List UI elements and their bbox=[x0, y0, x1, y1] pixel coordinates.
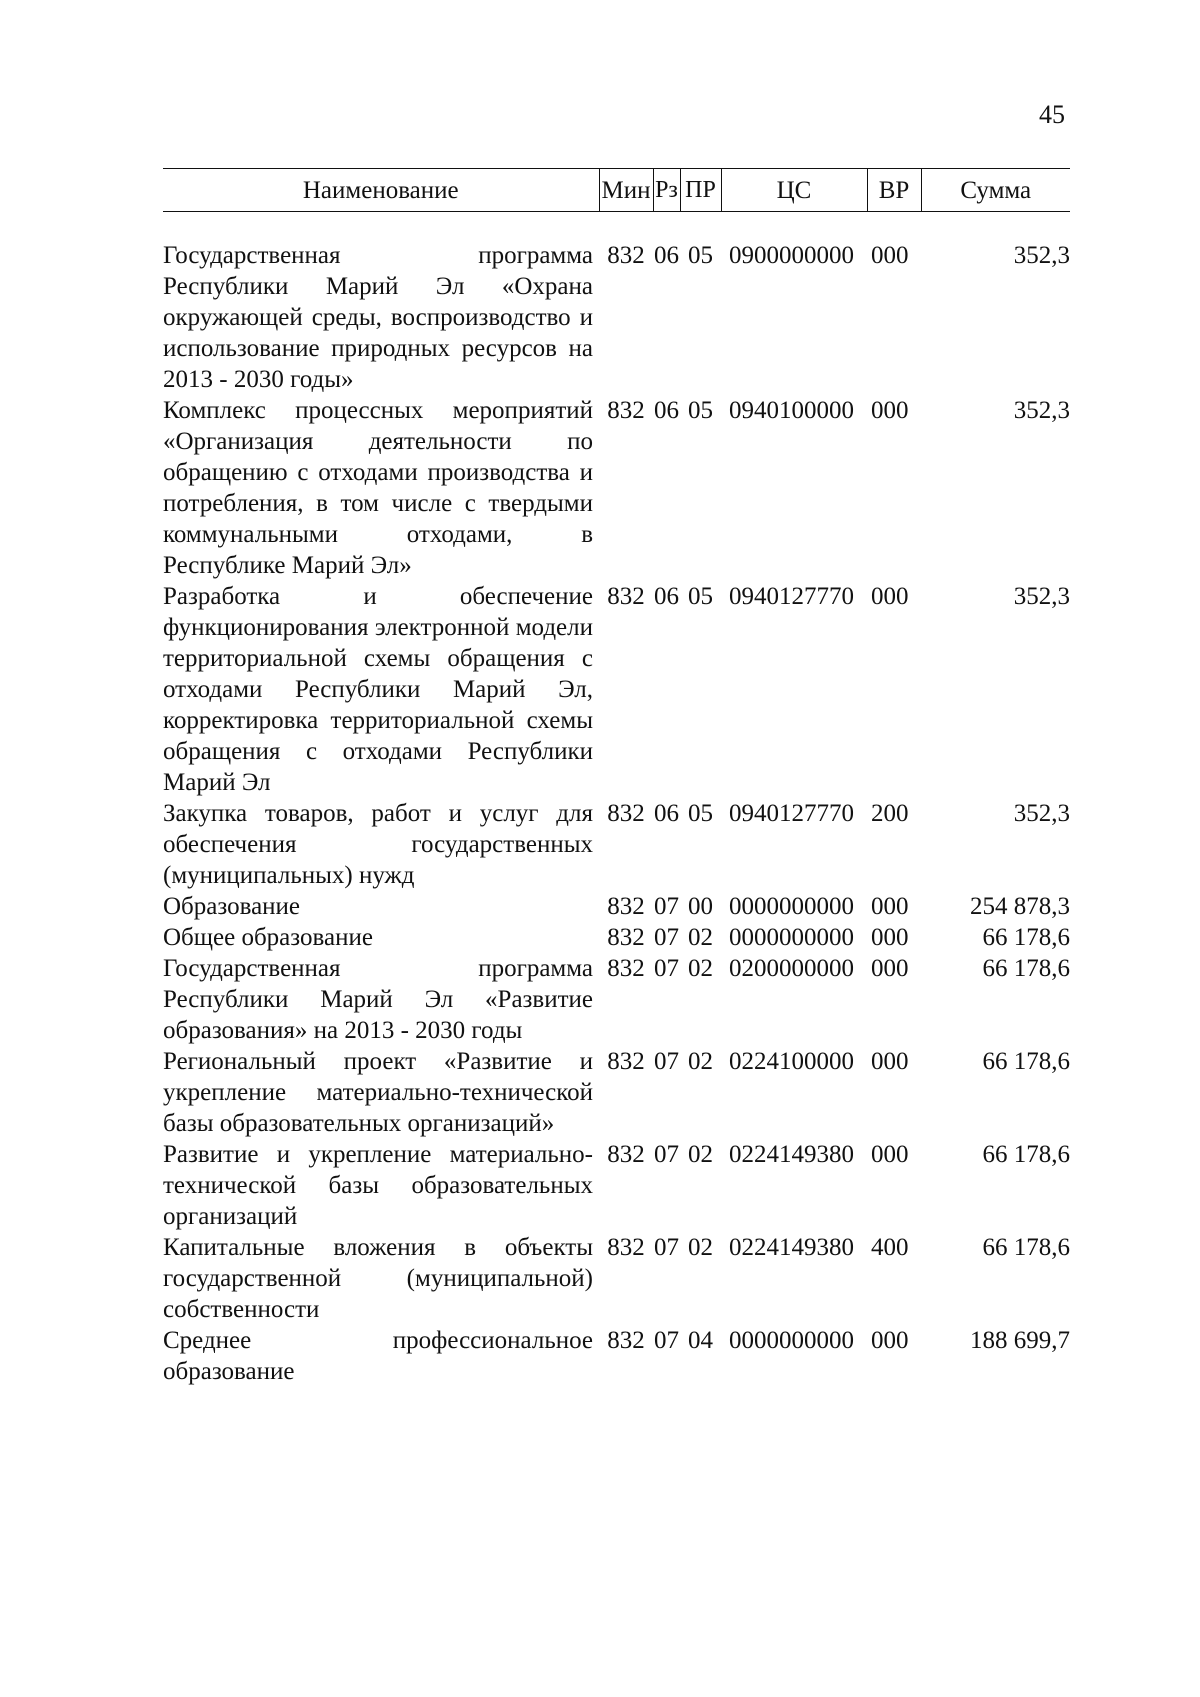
row-name-cell: Развитие и укрепление материально-технической базы образовательных организаций bbox=[163, 1141, 593, 1230]
table-row bbox=[163, 798, 1070, 891]
row-vr-cell: 000 bbox=[871, 1141, 909, 1168]
row-cs-cell: 0224100000 bbox=[729, 1048, 854, 1075]
header-name: Наименование bbox=[163, 169, 599, 212]
row-cs-cell: 0940127770 bbox=[729, 583, 854, 610]
header-min: Мин bbox=[599, 169, 653, 212]
row-min-cell: 832 bbox=[607, 893, 645, 920]
row-name-cell: Среднее профессиональное образование bbox=[163, 1327, 593, 1385]
row-min-cell: 832 bbox=[607, 924, 645, 951]
table-row bbox=[163, 1139, 1070, 1232]
row-cs-cell: 0000000000 bbox=[729, 893, 854, 920]
row-rz-cell: 06 bbox=[654, 242, 679, 269]
row-cs-cell: 0000000000 bbox=[729, 924, 854, 951]
row-rz-cell: 06 bbox=[654, 583, 679, 610]
row-cs-cell: 0224149380 bbox=[729, 1234, 854, 1261]
row-rz-cell: 07 bbox=[654, 1234, 679, 1261]
row-name-cell: Капитальные вложения в объекты государственной (муниципальной) собственности bbox=[163, 1234, 593, 1323]
table-row bbox=[163, 1046, 1070, 1139]
row-min-cell: 832 bbox=[607, 1234, 645, 1261]
row-vr-cell: 000 bbox=[871, 893, 909, 920]
row-min-cell: 832 bbox=[607, 1048, 645, 1075]
row-pr-cell: 00 bbox=[688, 893, 713, 920]
page-number: 45 bbox=[1039, 100, 1065, 129]
row-sum-cell: 352,3 bbox=[1013, 800, 1070, 827]
row-rz-cell: 07 bbox=[654, 955, 679, 982]
table-row bbox=[163, 581, 1070, 798]
row-pr-cell: 02 bbox=[688, 1048, 713, 1075]
row-name-cell: Комплекс процессных мероприятий «Организация деятельности по обращению с отходами производства и потребления, в том числе с твердыми коммунальными отходами, в Республике Марий Эл» bbox=[163, 397, 593, 579]
row-sum-cell: 66 178,6 bbox=[982, 1234, 1070, 1261]
row-sum-cell: 352,3 bbox=[1013, 397, 1070, 424]
header-cs: ЦС bbox=[721, 169, 867, 212]
row-name-cell: Закупка товаров, работ и услуг для обеспечения государственных (муниципальных) нужд bbox=[163, 800, 593, 889]
row-sum-cell: 66 178,6 bbox=[982, 924, 1070, 951]
row-name-cell: Региональный проект «Развитие и укрепление материально-технической базы образовательных организаций» bbox=[163, 1048, 593, 1137]
row-rz-cell: 07 bbox=[654, 893, 679, 920]
row-cs-cell: 0224149380 bbox=[729, 1141, 854, 1168]
table-row bbox=[163, 922, 1070, 953]
row-rz-cell: 07 bbox=[654, 1327, 679, 1354]
row-vr-cell: 000 bbox=[871, 397, 909, 424]
row-vr-cell: 000 bbox=[871, 924, 909, 951]
row-sum-cell: 352,3 bbox=[1013, 583, 1070, 610]
row-sum-cell: 352,3 bbox=[1013, 242, 1070, 269]
row-vr-cell: 000 bbox=[871, 955, 909, 982]
row-rz-cell: 06 bbox=[654, 397, 679, 424]
row-name-cell: Государственная программа Республики Марий Эл «Охрана окружающей среды, воспроизводство и использование природных ресурсов на 2013 - 2030 годы» bbox=[163, 242, 593, 393]
row-vr-cell: 000 bbox=[871, 242, 909, 269]
row-cs-cell: 0200000000 bbox=[729, 955, 854, 982]
row-min-cell: 832 bbox=[607, 955, 645, 982]
row-sum-cell: 66 178,6 bbox=[982, 1048, 1070, 1075]
row-sum-cell: 66 178,6 bbox=[982, 955, 1070, 982]
row-cs-cell: 0000000000 bbox=[729, 1327, 854, 1354]
row-min-cell: 832 bbox=[607, 583, 645, 610]
table-row bbox=[163, 1232, 1070, 1325]
row-rz-cell: 06 bbox=[654, 800, 679, 827]
row-pr-cell: 02 bbox=[688, 1141, 713, 1168]
row-min-cell: 832 bbox=[607, 1327, 645, 1354]
row-pr-cell: 05 bbox=[688, 800, 713, 827]
budget-table bbox=[163, 168, 1070, 1387]
row-name-cell: Образование bbox=[163, 893, 301, 920]
row-cs-cell: 0940100000 bbox=[729, 397, 854, 424]
row-name-cell: Разработка и обеспечение функционирования электронной модели территориальной схемы обращения с отходами Республики Марий Эл, корректировка территориальной схемы обращения с отходами Республики Марий Эл bbox=[163, 583, 593, 796]
row-pr-cell: 04 bbox=[688, 1327, 713, 1354]
row-min-cell: 832 bbox=[607, 397, 645, 424]
row-pr-cell: 02 bbox=[688, 1234, 713, 1261]
row-pr-cell: 02 bbox=[688, 924, 713, 951]
row-sum-cell: 254 878,3 bbox=[970, 893, 1070, 920]
table-row bbox=[163, 395, 1070, 581]
header-rz: Рз bbox=[653, 169, 680, 212]
row-cs-cell: 0900000000 bbox=[729, 242, 854, 269]
row-name-cell: Общее образование bbox=[163, 924, 373, 951]
row-rz-cell: 07 bbox=[654, 1141, 679, 1168]
header-pr: ПР bbox=[680, 169, 721, 212]
row-vr-cell: 000 bbox=[871, 1048, 909, 1075]
header-vr: ВР bbox=[867, 169, 921, 212]
row-cs-cell: 0940127770 bbox=[729, 800, 854, 827]
row-name-cell: Государственная программа Республики Марий Эл «Развитие образования» на 2013 - 2030 годы bbox=[163, 955, 593, 1044]
table-row bbox=[163, 1325, 1070, 1387]
header-sum: Сумма bbox=[921, 169, 1070, 212]
row-vr-cell: 000 bbox=[871, 583, 909, 610]
table-header bbox=[163, 169, 1070, 212]
row-sum-cell: 66 178,6 bbox=[982, 1141, 1070, 1168]
row-pr-cell: 05 bbox=[688, 397, 713, 424]
row-pr-cell: 05 bbox=[688, 242, 713, 269]
row-rz-cell: 07 bbox=[654, 1048, 679, 1075]
table-row bbox=[163, 240, 1070, 395]
row-min-cell: 832 bbox=[607, 1141, 645, 1168]
row-pr-cell: 02 bbox=[688, 955, 713, 982]
row-vr-cell: 200 bbox=[871, 800, 909, 827]
table-row bbox=[163, 953, 1070, 1046]
row-vr-cell: 400 bbox=[871, 1234, 909, 1261]
row-sum-cell: 188 699,7 bbox=[970, 1327, 1070, 1354]
table-body bbox=[163, 212, 1070, 1388]
row-rz-cell: 07 bbox=[654, 924, 679, 951]
row-vr-cell: 000 bbox=[871, 1327, 909, 1354]
row-min-cell: 832 bbox=[607, 242, 645, 269]
table-row bbox=[163, 891, 1070, 922]
row-min-cell: 832 bbox=[607, 800, 645, 827]
row-pr-cell: 05 bbox=[688, 583, 713, 610]
header-spacer bbox=[163, 212, 1070, 241]
